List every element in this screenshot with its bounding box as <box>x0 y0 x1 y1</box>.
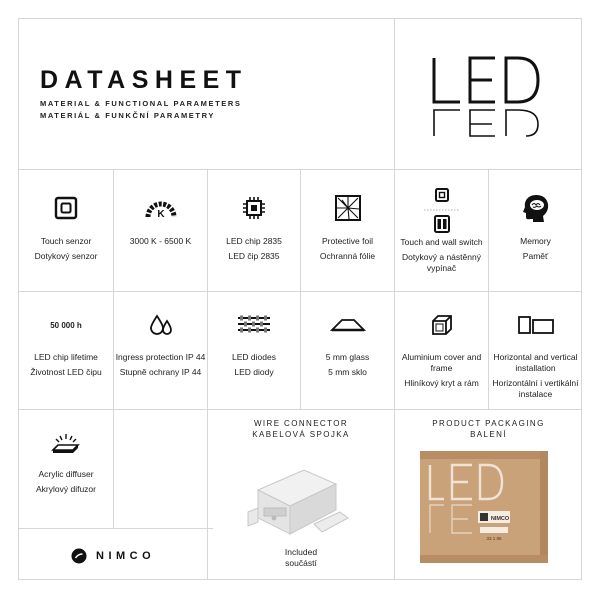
feature-label-cz: Hliníkový kryt a rám <box>404 378 479 388</box>
nimco-logo-icon <box>71 548 87 564</box>
wire-connector-caption <box>208 547 394 569</box>
wire-connector-title-cz: KABELOVÁ SPOJKA <box>252 430 350 439</box>
packaging-title-cz: BALENÍ <box>470 430 507 439</box>
feature-label-cz: Životnost LED čipu <box>30 367 102 377</box>
feature-label-en: 5 mm glass <box>325 352 370 362</box>
led-chip-icon <box>208 192 300 224</box>
water-drops-icon <box>114 312 207 338</box>
feature-label-cz: Akrylový difuzor <box>36 484 96 494</box>
feature-acrylic-diffuser <box>19 431 113 495</box>
feature-label-en: LED chip 2835 <box>226 236 282 246</box>
grid-line <box>394 18 395 170</box>
feature-label-cz: Paměť <box>522 251 549 261</box>
feature-label-en: Memory <box>520 236 551 246</box>
color-temperature-gauge-icon <box>114 192 207 224</box>
glass-pane-icon <box>301 312 394 338</box>
box-brand-text: NIMCO <box>490 516 510 522</box>
feature-label-en: LED diodes <box>232 352 276 362</box>
feature-label-en: Ingress protection IP 44 <box>115 352 206 362</box>
feature-led-diodes <box>208 312 300 378</box>
feature-label-en: Acrylic diffuser <box>38 469 94 479</box>
feature-label-cz: LED diody <box>234 367 274 377</box>
feature-label-en: Touch and wall switch <box>400 237 483 247</box>
feature-label-cz: Dotykový a nástěnný vypínač <box>402 252 481 273</box>
memory-brain-icon <box>489 192 582 224</box>
wire-connector-title-en: WIRE CONNECTOR <box>253 419 349 428</box>
feature-protective-foil <box>301 192 394 262</box>
subtitle-czech: MATERIÁL & FUNKČNÍ PARAMETRY <box>40 111 215 120</box>
lifetime-icon <box>19 312 113 338</box>
led-strip-icon <box>208 312 300 338</box>
feature-label-en: Horizontal and vertical installation <box>493 352 578 373</box>
packaging-title-en: PRODUCT PACKAGING <box>432 419 545 428</box>
feature-label-en: LED chip lifetime <box>34 352 98 362</box>
grid-line <box>18 528 213 529</box>
protective-foil-icon <box>301 192 394 224</box>
subtitle-english: MATERIAL & FUNCTIONAL PARAMETERS <box>40 99 242 108</box>
feature-touch-wall-switch <box>395 188 488 274</box>
touch-sensor-icon <box>19 192 113 224</box>
orientation-icon <box>489 312 582 338</box>
feature-led-lifetime <box>19 312 113 378</box>
acrylic-diffuser-icon <box>19 431 113 457</box>
feature-label-en: Touch senzor <box>40 236 92 246</box>
product-box-image <box>418 449 550 567</box>
wire-connector-heading <box>208 418 394 440</box>
aluminium-frame-icon <box>395 312 488 338</box>
feature-label-cz: Ochranná fólie <box>319 251 376 261</box>
feature-label-en: Aluminium cover and frame <box>401 352 482 373</box>
box-code-text: 33 1 85 <box>486 536 502 541</box>
wire-connector-image <box>244 450 354 542</box>
feature-label-cz: LED čip 2835 <box>228 251 280 261</box>
nimco-brand-logo <box>71 548 155 564</box>
led-logo-icon <box>430 52 550 142</box>
feature-label-cz: 5 mm sklo <box>328 367 367 377</box>
feature-color-temperature <box>114 192 207 247</box>
feature-led-chip <box>208 192 300 262</box>
feature-installation-orientation <box>489 312 582 400</box>
packaging-heading <box>395 418 582 440</box>
wire-connector-label-cz: součástí <box>285 558 317 568</box>
feature-label-cz: Stupně ochrany IP 44 <box>119 367 202 377</box>
feature-aluminium-frame <box>395 312 488 389</box>
feature-memory <box>489 192 582 262</box>
feature-label-en: Protective foil <box>321 236 374 246</box>
wire-connector-label-en: Included <box>284 547 318 557</box>
feature-ingress-protection <box>114 312 207 378</box>
svg-text:K: K <box>156 209 165 219</box>
feature-label-en: 3000 K - 6500 K <box>129 236 192 246</box>
brand-name: NIMCO <box>96 550 156 562</box>
lifetime-hours: 50 000 h <box>50 320 82 330</box>
touch-wall-switch-icon <box>395 188 488 234</box>
page-title: DATASHEET <box>40 66 248 94</box>
feature-label-cz: Horizontální i vertikální instalace <box>492 378 579 399</box>
feature-glass <box>301 312 394 378</box>
feature-touch-sensor <box>19 192 113 262</box>
feature-label-cz: Dotykový senzor <box>34 251 98 261</box>
